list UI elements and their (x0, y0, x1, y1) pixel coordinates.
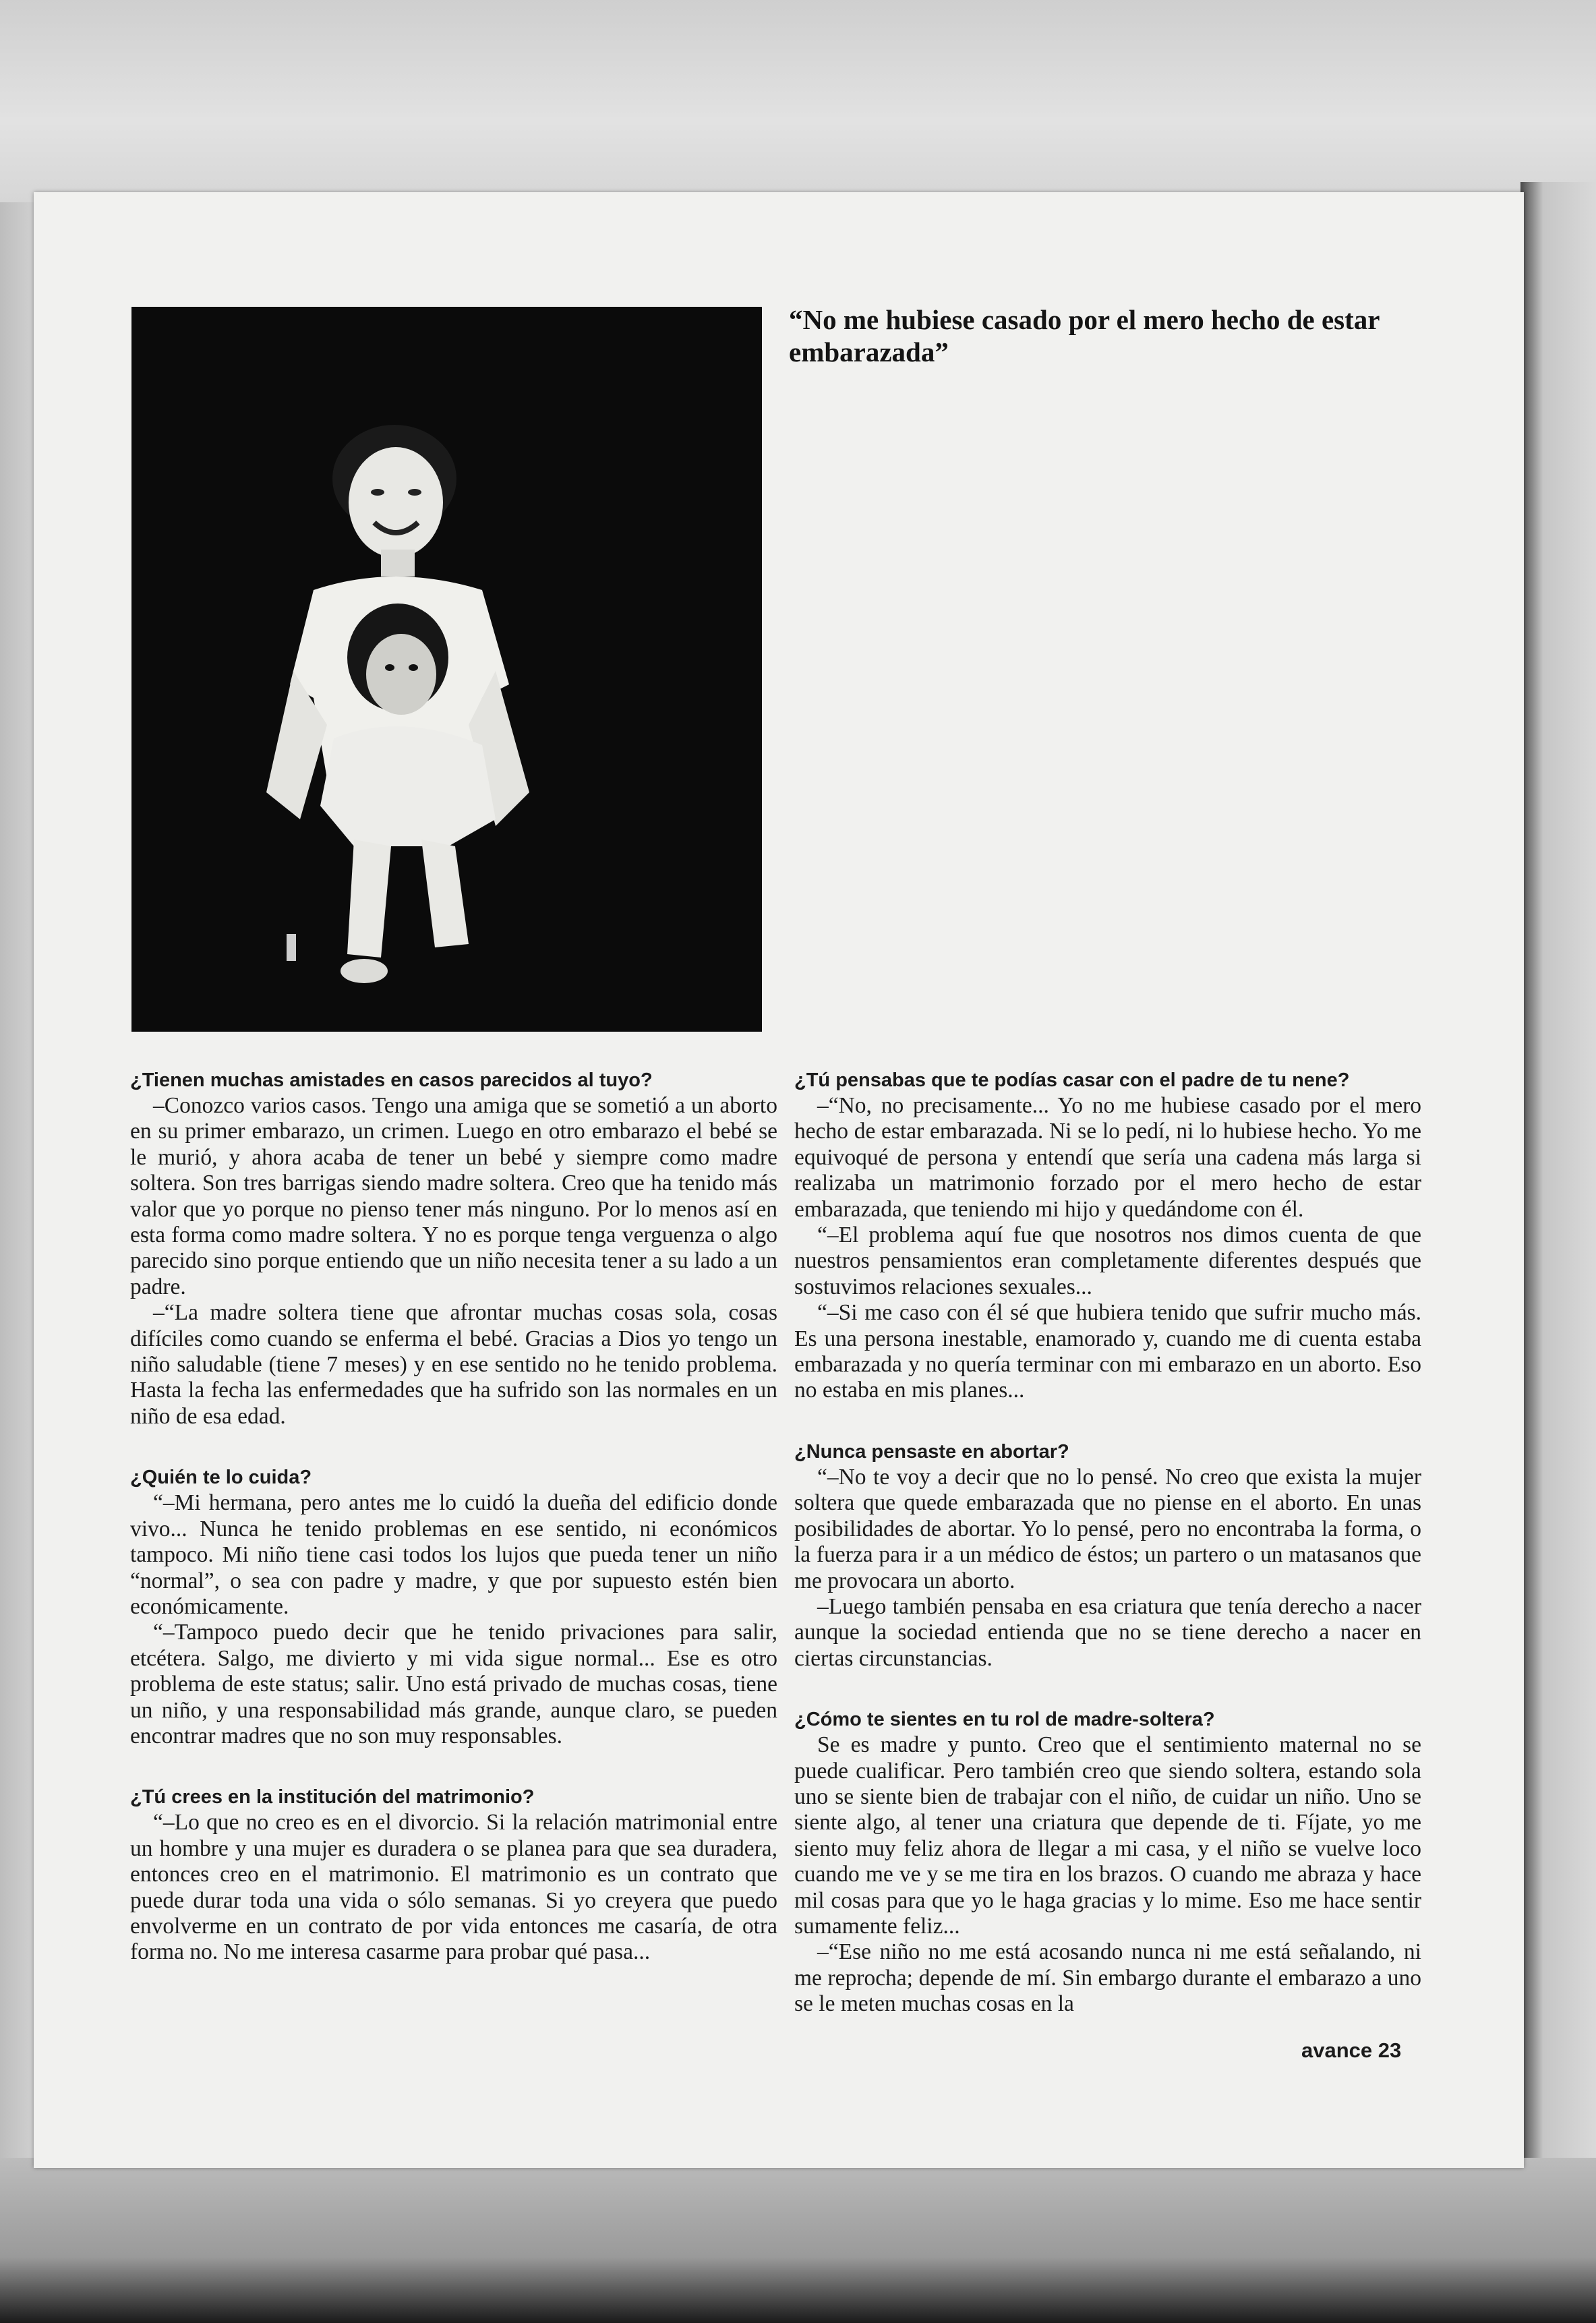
interview-answer: “–No te voy a decir que no lo pensé. No creo que exista la mujer soltera que quede embarazada que no piense en el aborto. En unas posibilidades de abortar. Yo lo pensé, pero no encontraba la forma, o la fuerza para ir a un médico de éstos; un partero o un matasanos que me provocara un aborto. (794, 1464, 1421, 1593)
interview-answer: –“No, no precisamente... Yo no me hubiese casado por el mero hecho de estar embarazada. Ni se lo pedí, ni lo hubiese hecho. Yo me equivoqué de persona y entendí que sería una cadena más larga si realizaba un matrimonio forzado por el mero hecho de estar embarazada, que teniendo mi hijo y quedándome con él. (794, 1093, 1421, 1222)
interview-question: ¿Tú crees en la institución del matrimonio? (130, 1786, 535, 1809)
interview-answer: “–Si me caso con él sé que hubiera tenido que sufrir mucho más. Es una persona inestable, enamorado y, cuando me di cuenta estaba embarazada y no quería terminar con mi embarazo en un aborto. Eso no estaba en mis planes... (794, 1300, 1421, 1403)
interview-answer: –“Ese niño no me está acosando nunca ni me está señalando, ni me reprocha; depende de mí. Sin embargo durante el embarazo a uno se le meten muchas cosas en la (794, 1939, 1421, 2017)
scan-background-bottom (0, 2158, 1596, 2323)
page-footer (1301, 2038, 1401, 2063)
interview-answer: “–Lo que no creo es en el divorcio. Si la relación matrimonial entre un hombre y una mujer es duradera o se planea para que sea duradera, entonces creo en el matrimonio. El matrimonio es un contrato que puede durar toda una vida o sólo semanas. Si yo creyera que puedo envolverme en un contrato de por vida entonces me casaría, de otra forma no. No me interesa casarme para probar qué pasa... (130, 1810, 777, 1965)
interview-answer: “–Tampoco puedo decir que he tenido privaciones para salir, etcétera. Salgo, me divierto y mi vida sigue normal... Ese es otro problema de este status; salir. Uno está privado de muchas cosas, tiene un niño, y una responsabilidad más grande, aunque claro, se pueden encontrar madres que no son muy responsables. (130, 1620, 777, 1748)
page-number: 23 (1378, 2038, 1402, 2062)
scan-background-top (0, 0, 1596, 202)
interview-answer: “–El problema aquí fue que nosotros nos dimos cuenta de que nuestros pensamientos eran completamente diferentes después que sostuvimos relaciones sexuales... (794, 1223, 1421, 1299)
interview-question: ¿Nunca pensaste en abortar? (794, 1440, 1069, 1463)
pull-quote: “No me hubiese casado por el mero hecho de estar embarazada” (789, 304, 1380, 367)
right-text-column (794, 1067, 1421, 2018)
magazine-name: avance (1301, 2038, 1373, 2062)
photo-illustration (131, 307, 762, 1032)
interview-question: ¿Cómo te sientes en tu rol de madre-soltera? (794, 1709, 1215, 1731)
interview-answer: –Luego también pensaba en esa criatura que tenía derecho a nacer aunque la sociedad entienda que no se tiene derecho a nacer en ciertas circunstancias. (794, 1593, 1421, 1671)
photo-mother-and-child (131, 307, 762, 1032)
interview-answer: Se es madre y punto. Creo que el sentimiento maternal no se puede cualificar. Pero también creo que siendo soltera, estando sola uno se siente bien de trabajar con el niño, de cuidar un niño. Uno se siente algo, al tener una criatura que depende de ti. Fíjate, yo me siento muy feliz ahora de llegar a mi casa, y el niño se vuelve loco cuando me ve y se me tira en los brazos. O cuando me abraza y hace mil cosas para que yo le haga gracias y lo mime. Eso me hace sentir sumamente feliz... (794, 1732, 1421, 1939)
interview-answer: “–Mi hermana, pero antes me lo cuidó la dueña del edificio donde vivo... Nunca he tenido problemas en ese sentido, ni económicos tampoco. Mi niño tiene casi todos los lujos que pueda tener un niño “normal”, o sea con padre y madre, y que por supuesto estén bien económicamente. (130, 1490, 777, 1619)
paragraph-gap (794, 1672, 1421, 1707)
magazine-page (34, 192, 1524, 2168)
left-text-column (130, 1067, 777, 1966)
interview-question: ¿Tienen muchas amistades en casos parecidos al tuyo? (130, 1069, 653, 1091)
interview-answer: –“La madre soltera tiene que afrontar muchas cosas sola, cosas difíciles como cuando se enferma el bebé. Gracias a Dios yo tengo un niño saludable (tiene 7 meses) y en ese sentido no he tenido problema. Hasta la fecha las enfermedades que ha sufrido son las normales en un niño de esa edad. (130, 1300, 777, 1429)
interview-question: ¿Quién te lo cuida? (130, 1467, 312, 1489)
paragraph-gap (794, 1404, 1421, 1439)
interview-question: ¿Tú pensabas que te podías casar con el padre de tu nene? (794, 1069, 1350, 1091)
paragraph-gap (130, 1749, 777, 1784)
scan-background-right (1520, 182, 1596, 2178)
interview-answer: –Conozco varios casos. Tengo una amiga que se sometió a un aborto en su primer embarazo, un crimen. Luego en otro embarazo el bebé se le murió, y ahora acaba de tener un bebé y siempre como madre soltera. Son tres barrigas siendo madre soltera. Creo que ha tenido más valor que yo porque no pienso tener más ninguno. Por lo menos así en esta forma como madre soltera. Y no es porque tenga verguenza o algo parecido sino porque entiendo que un niño necesita tener a su lado a un padre. (130, 1093, 777, 1299)
paragraph-gap (130, 1430, 777, 1465)
